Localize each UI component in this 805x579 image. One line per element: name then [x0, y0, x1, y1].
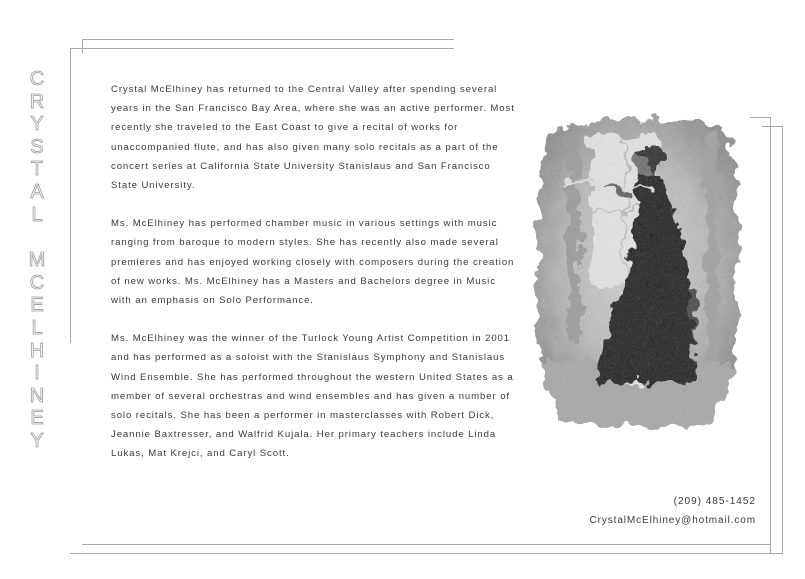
name-letter: M [28, 249, 46, 272]
frame-line [82, 544, 770, 545]
name-letter: Y [30, 429, 44, 452]
phone-number: (209) 485-1452 [673, 496, 756, 507]
name-letter: R [29, 90, 45, 113]
name-letter: L [31, 316, 43, 339]
frame-line [82, 39, 83, 53]
bio-paragraph: Crystal McElhiney has returned to the Central Valley after spending several years in the San Francisco Bay Area, where she was an active performer. Most recently she traveled to the East Coast to give a recital of works for unaccompanied flute, and has also given many solo recitals as a part of the concert series at California State University Stanislaus and San Francisco State University. [111, 84, 515, 192]
frame-line [770, 117, 771, 554]
frame-line [782, 126, 783, 554]
frame-line [70, 48, 454, 49]
bio-paragraph: Ms. McElhiney was the winner of the Turlock Young Artist Competition in 2001 and has performed as a soloist with the Stanislaus Symphony and Stanislaus Wind Ensemble. She has performed throughout the western United States as a member of several orchestras and wind ensembles and has given a number of solo recitals. She has been a performer in masterclasses with Robert Dick, Jeannie Baxtresser, and Walfrid Kujala. Her primary teachers include Linda Lukas, Mat Krejci, and Caryl Scott. [111, 333, 514, 460]
name-letter: A [30, 180, 44, 203]
name-letter: I [34, 362, 40, 385]
name-letter: L [31, 203, 43, 226]
frame-line [82, 39, 454, 40]
flutist-photo [530, 112, 742, 430]
email-address[interactable]: CrystalMcElhiney@hotmail.com [589, 515, 756, 526]
bio-paragraph: Ms. McElhiney has performed chamber music in various settings with music ranging from baroque to modern styles. She has recently also made several premieres and has enjoyed working closely with composers during the creation of new works. Ms. McElhiney has a Masters and Bachelors degree in Music with an emphasis on Solo Performance. [111, 218, 515, 307]
name-letter: S [30, 135, 44, 158]
frame-line [750, 117, 770, 118]
name-letter: N [29, 384, 45, 407]
name-letter: H [29, 339, 45, 362]
biography [111, 80, 516, 483]
frame-line [70, 48, 71, 343]
frame-line [70, 553, 782, 554]
name-letter: T [30, 158, 44, 181]
vertical-name [26, 68, 48, 453]
name-letter: Y [30, 113, 44, 136]
name-letter: E [30, 407, 44, 430]
name-letter: E [30, 294, 44, 317]
frame-line [762, 126, 782, 127]
name-letter: C [29, 271, 45, 294]
name-letter: C [29, 68, 45, 90]
